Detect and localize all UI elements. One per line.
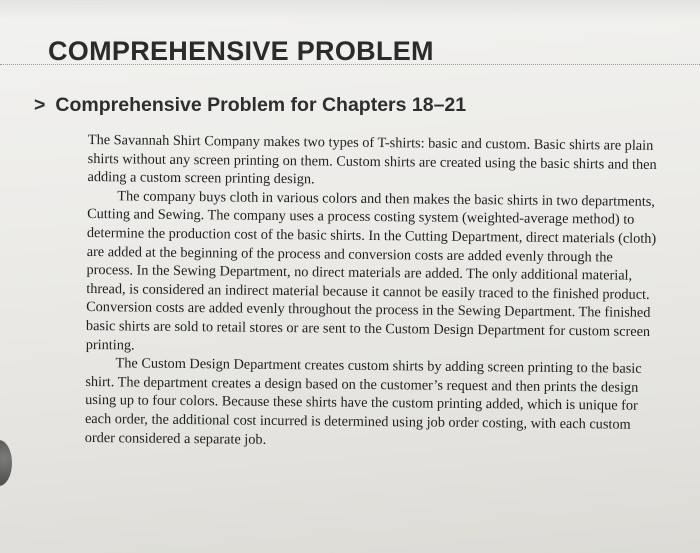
finger-shadow: [0, 440, 12, 486]
problem-subheading-text: Comprehensive Problem for Chapters 18–21: [55, 94, 467, 116]
problem-subheading: [34, 94, 466, 117]
problem-body: [85, 131, 658, 453]
paragraph-job-order-costing: The Custom Design Department creates custom shirts by adding screen printing to the basic shirt. The department creates a design based on the customer’s request and then prints the design using up to four colors. Because these shirts have the custom printing added, which is unique for each order, the additional cost incurred is determined using job order costing, with each custom order considered a separate job.: [84, 355, 642, 448]
section-heading: COMPREHENSIVE PROBLEM: [48, 36, 434, 66]
chevron-right-icon: >: [34, 94, 46, 116]
paragraph-process-costing: The company buys cloth in various colors and then makes the basic shirts in two departments, Cutting and Sewing. The company uses a process costing system (weighted-average method) to determine the production cost of the basic shirts. In the Cutting Department, direct materials (cloth) are added at the beginning of the process and conversion costs are added evenly through the process. In the Sewing Department, no direct materials are added. The only additional material, thread, is considered an indirect material because it cannot be easily traced to the finished product. Conversion costs are added evenly throughout the process in the Sewing Department. The finished basic shirts are sold to retail stores or are sent to the Custom Design Department for custom screen printing.: [85, 188, 657, 354]
heading-divider: [0, 64, 700, 65]
page-top-shadow: [0, 0, 700, 20]
paragraph-intro: The Savannah Shirt Company makes two types of T-shirts: basic and custom. Basic shirts are plain shirts without any screen printing on them. Custom shirts are created using the basic shirts and then adding a custom screen printing design.: [87, 131, 657, 188]
